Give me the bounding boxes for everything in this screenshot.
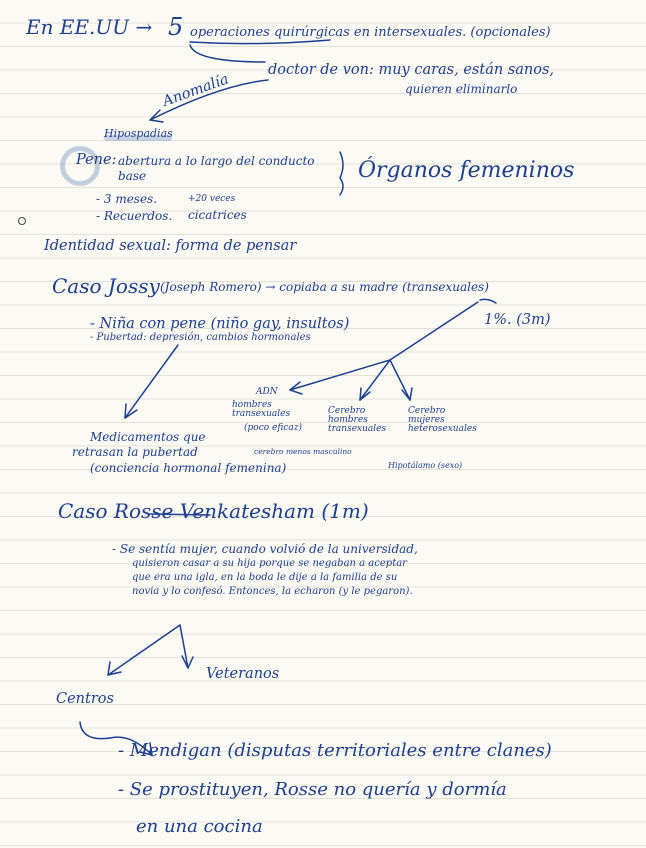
pene-description: abertura a lo largo del conducto xyxy=(118,154,315,168)
hombres-trans-label: hombres transexuales xyxy=(232,400,291,419)
recuerdos-text: - Recuerdos. xyxy=(96,209,173,223)
cerebro-masculino-label: cerebro menos masculino xyxy=(254,447,352,456)
retrasan-text: retrasan la pubertad xyxy=(72,445,198,459)
pene-label: Pene: xyxy=(76,152,117,168)
arrow-centros xyxy=(108,625,180,675)
poco-eficaz-label: (poco eficaz) xyxy=(244,423,302,433)
meses-text: - 3 meses. xyxy=(96,192,158,206)
arrow-cerebro1 xyxy=(360,360,390,400)
identidad-text: Identidad sexual: forma de pensar xyxy=(44,238,297,254)
veteranos-label: Veteranos xyxy=(206,666,280,682)
hipotalamo-label: Hipotálamo (sexo) xyxy=(388,461,463,470)
veces-text: +20 veces xyxy=(188,194,236,204)
number-five: 5 xyxy=(168,13,184,41)
cerebro-hombres-label: Cerebro hombres transexuales xyxy=(328,406,387,434)
anomalia-label: Anomalía xyxy=(160,71,231,110)
rosse-line-2: quisieron casar a su hija porque se negaban a aceptar xyxy=(132,558,407,569)
arrow-doctor xyxy=(190,45,265,62)
cocina-text: en una cocina xyxy=(136,816,263,837)
pubertad-text: - Pubertad: depresión, cambios hormonales xyxy=(90,332,311,343)
underline-operaciones xyxy=(190,40,330,44)
caso-rosse-heading: Caso Rosse Venkatesham (1m) xyxy=(58,499,369,523)
hipospadias-label: Hipospadias xyxy=(104,127,173,140)
brace-organos xyxy=(340,152,343,195)
conciencia-text: (conciencia hormonal femenina) xyxy=(90,461,287,475)
joseph-text: (Joseph Romero) → copiaba a su madre (transexuales) xyxy=(160,280,489,294)
medicamentos-text: Medicamentos que xyxy=(90,430,206,444)
porcentaje-text: 1%. (3m) xyxy=(484,312,551,328)
rosse-line-4: novia y lo confesó. Entonces, la echaron (y le pegaron). xyxy=(132,586,413,597)
arrow-cerebro2 xyxy=(390,360,410,400)
doctor-text-2: quieren eliminarlo xyxy=(405,82,518,96)
centros-label: Centros xyxy=(56,691,114,707)
cerebro-mujeres-label: Cerebro mujeres heterosexuales xyxy=(408,406,477,434)
rosse-line-3: que era una igla, en la boda le dije a la familia de su xyxy=(132,572,398,583)
base-text: base xyxy=(118,169,147,183)
organos-femeninos: Órganos femeninos xyxy=(358,158,575,183)
heading-eeuu: En EE.UU → xyxy=(26,15,153,39)
rosse-line-1: - Se sentía mujer, cuando volvió de la universidad, xyxy=(112,542,418,556)
arrow-medicamentos xyxy=(125,345,178,418)
doctor-text: doctor de von: muy caras, están sanos, xyxy=(268,62,554,78)
mendigan-text: - Mendigan (disputas territoriales entre clanes) xyxy=(118,740,552,761)
adn-label: ADN xyxy=(256,387,278,397)
nina-text: - Niña con pene (niño gay, insultos) xyxy=(90,316,350,332)
cicatrices-text: cicatrices xyxy=(188,208,247,222)
prostituyen-text: - Se prostituyen, Rosse no quería y dormía xyxy=(118,779,507,800)
tick-1pct xyxy=(480,299,496,303)
operaciones-text: operaciones quirúrgicas en intersexuales. (opcionales) xyxy=(190,25,551,40)
caso-jossy-heading: Caso Jossy xyxy=(52,274,160,298)
